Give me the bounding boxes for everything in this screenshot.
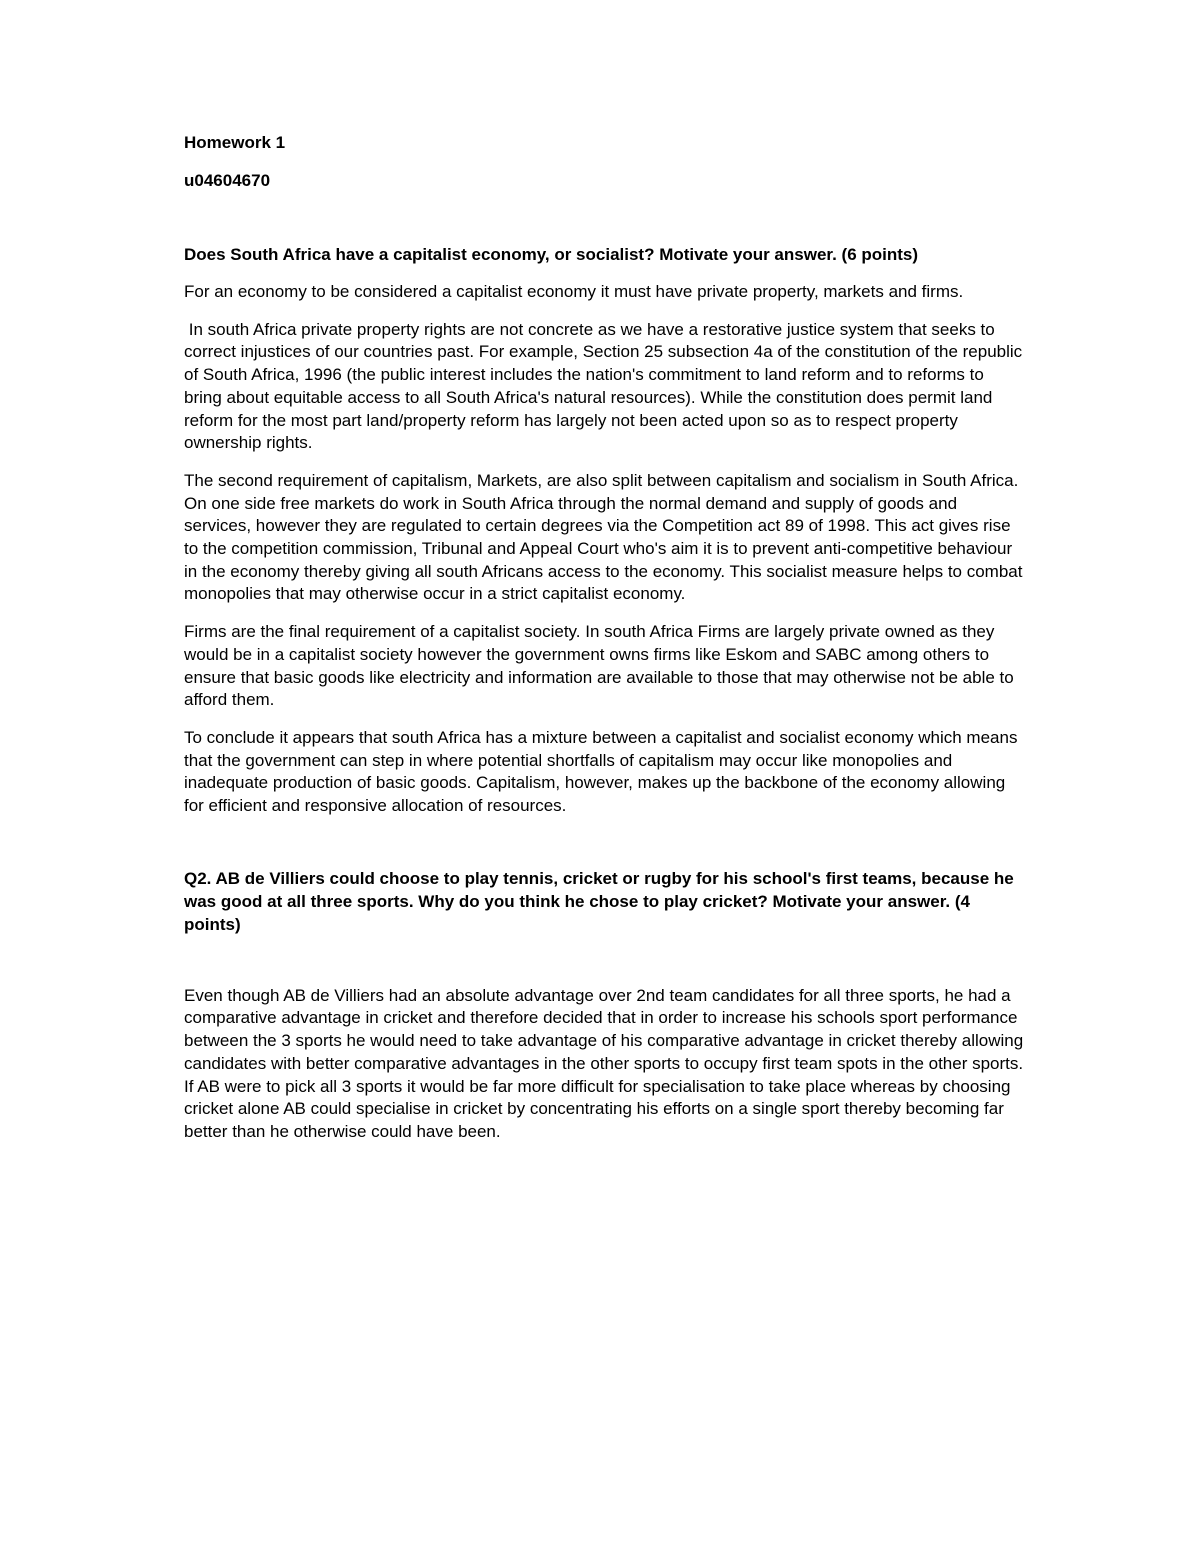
question-1-paragraph-3: The second requirement of capitalism, Markets, are also split between capitalism and socialism in South Africa. On one side free markets do work in South Africa through the normal demand and supply of goods and services, however they are regulated to certain degrees via the Competition act 89 of 1998. This act gives rise to the competition commission, Tribunal and Appeal Court who's aim it is to prevent anti-competitive behaviour in the economy thereby giving all south Africans access to the economy. This socialist measure helps to combat monopolies that may otherwise occur in a strict capitalist economy. (184, 470, 1023, 604)
question-1-section (184, 243, 1027, 818)
document-page (184, 132, 1027, 1144)
question-1-paragraph-4: Firms are the final requirement of a capitalist society. In south Africa Firms are largely private owned as they would be in a capitalist society however the government owns firms like Eskom and SABC among others to ensure that basic goods like electricity and information are available to those that may otherwise not be able to afford them. (184, 622, 1014, 710)
student-id: u04604670 (184, 171, 271, 190)
question-1-paragraph-2: In south Africa private property rights are not concrete as we have a restorative justice system that seeks to correct injustices of our countries past. For example, Section 25 subsection 4a of the constitution of the republic of South Africa, 1996 (the public interest includes the nation's commitment to land reform and to reforms to bring about equitable access to all South Africa's natural resources). While the constitution does permit land reform for the most part land/property reform has largely not been acted upon so as to respect property ownership rights. (184, 319, 1027, 453)
question-1-heading: Does South Africa have a capitalist economy, or socialist? Motivate your answer. (6 points) (184, 245, 919, 264)
question-2-paragraph-1: Even though AB de Villiers had an absolute advantage over 2nd team candidates for all three sports, he had a comparative advantage in cricket and therefore decided that in order to increase his schools sport performance between the 3 sports he would need to take advantage of his comparative advantage in cricket thereby allowing candidates with better comparative advantages in the other sports to occupy first team spots in the other sports. If AB were to pick all 3 sports it would be far more difficult for specialisation to take place whereas by choosing cricket alone AB could specialise in cricket by concentrating his efforts on a single sport thereby becoming far better than he otherwise could have been. (184, 985, 1024, 1141)
question-1-paragraph-1: For an economy to be considered a capitalist economy it must have private property, markets and firms. (184, 282, 964, 301)
question-2-heading: Q2. AB de Villiers could choose to play tennis, cricket or rugby for his school's first teams, because he was good at all three sports. Why do you think he chose to play cricket? Motivate your answer. (4 points) (184, 868, 1014, 934)
question-1-paragraph-5: To conclude it appears that south Africa has a mixture between a capitalist and socialist economy which means that the government can step in where potential shortfalls of capitalism may occur like monopolies and inadequate production of basic goods. Capitalism, however, makes up the backbone of the economy allowing for efficient and responsive allocation of resources. (184, 727, 1018, 816)
question-2-section (184, 867, 1024, 1144)
document-title: Homework 1 (184, 133, 286, 152)
